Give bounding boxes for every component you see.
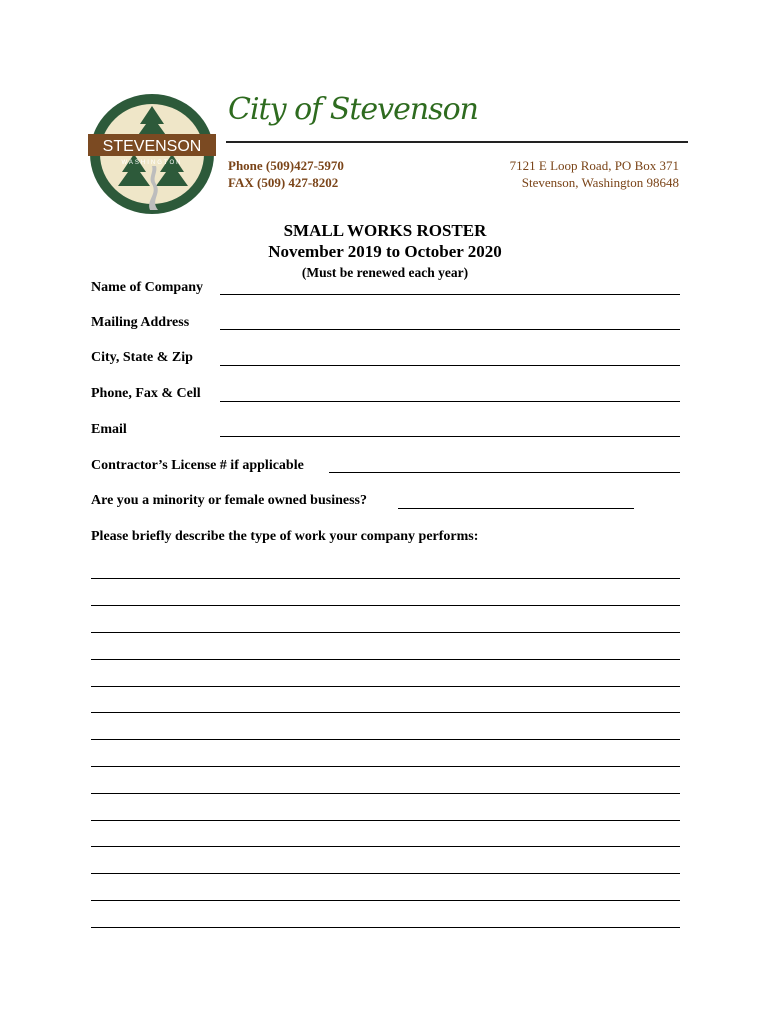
minority-owned-label: Are you a minority or female owned business? — [91, 493, 367, 508]
phone-number: Phone (509)427-5970 — [228, 158, 344, 173]
email-field[interactable] — [220, 436, 680, 437]
work-description-line[interactable] — [91, 766, 680, 767]
work-description-line[interactable] — [91, 712, 680, 713]
form-renewal-note: (Must be renewed each year) — [301, 265, 469, 280]
work-description-line[interactable] — [91, 578, 680, 579]
city-title: City of Stevenson — [228, 92, 478, 127]
work-description-line[interactable] — [91, 873, 680, 874]
work-description-line[interactable] — [91, 927, 680, 928]
form-period: November 2019 to October 2020 — [268, 242, 502, 261]
email-label: Email — [91, 422, 127, 437]
address-line-2: Stevenson, Washington 98648 — [521, 175, 679, 190]
contact-phone-fax — [228, 157, 344, 191]
work-description-line[interactable] — [91, 739, 680, 740]
work-description-line[interactable] — [91, 659, 680, 660]
mailing-address-field[interactable] — [220, 329, 680, 330]
city-state-zip-field[interactable] — [220, 365, 680, 366]
address-line-1: 7121 E Loop Road, PO Box 371 — [509, 158, 679, 173]
fax-number: FAX (509) 427-8202 — [228, 175, 339, 190]
form-title-block — [0, 220, 770, 282]
work-description-line[interactable] — [91, 820, 680, 821]
phone-fax-cell-label: Phone, Fax & Cell — [91, 386, 201, 401]
phone-fax-cell-field[interactable] — [220, 401, 680, 402]
mailing-address-label: Mailing Address — [91, 315, 190, 330]
city-state-zip-label: City, State & Zip — [91, 350, 193, 365]
license-label: Contractor’s License # if applicable — [91, 458, 304, 473]
company-field[interactable] — [220, 294, 680, 295]
company-label: Name of Company — [91, 280, 203, 295]
work-description-line[interactable] — [91, 846, 680, 847]
license-field[interactable] — [329, 472, 680, 473]
work-description-line[interactable] — [91, 900, 680, 901]
form-title: SMALL WORKS ROSTER — [283, 221, 487, 240]
logo-name: STEVENSON — [102, 138, 202, 155]
city-seal-icon — [88, 92, 216, 216]
contact-address — [510, 157, 679, 191]
logo-subtext: WASHINGTON — [121, 160, 183, 166]
work-description-line[interactable] — [91, 793, 680, 794]
minority-owned-field[interactable] — [398, 508, 634, 509]
work-description-line[interactable] — [91, 686, 680, 687]
work-description-label: Please briefly describe the type of work your company performs: — [91, 529, 479, 544]
work-description-line[interactable] — [91, 632, 680, 633]
header-divider — [226, 141, 688, 143]
work-description-line[interactable] — [91, 605, 680, 606]
